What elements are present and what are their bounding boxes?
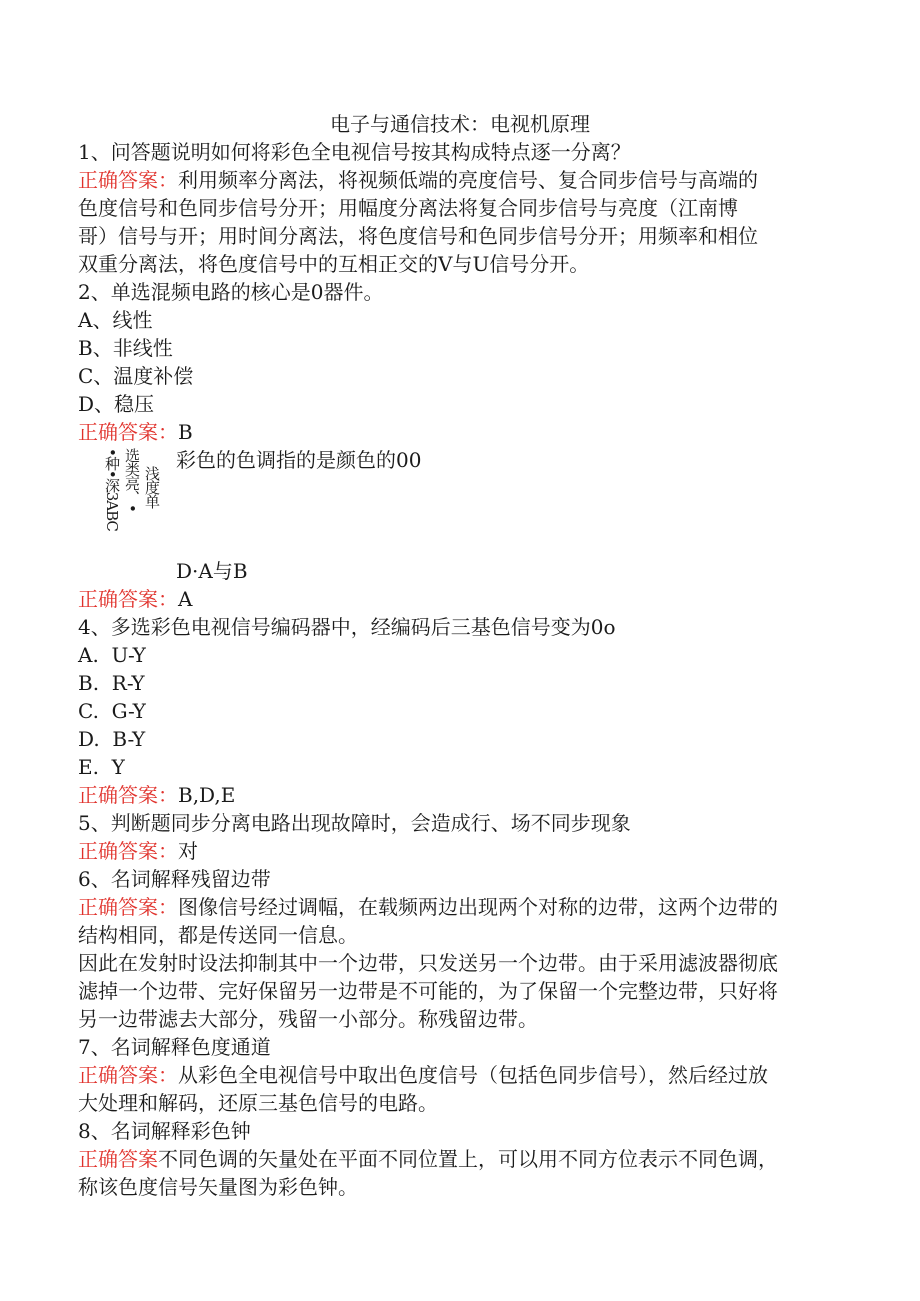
answer-8-line-1: 正确答案不同色调的矢量处在平面不同位置上，可以用不同方位表示不同色调， [78,1147,778,1171]
answer-1-line-1: 正确答案：利用频率分离法，将视频低端的亮度信号、复合同步信号与高端的 [78,168,758,192]
option-4-b: B. R-Y [78,671,145,695]
answer-label: 正确答案： [78,587,178,611]
answer-4: 正确答案：B,D,E [78,783,236,807]
question-8: 8、名词解释彩色钟 [78,1119,251,1143]
answer-8-line-2: 称该色度信号矢量图为彩色钟。 [78,1175,358,1199]
answer-label: 正确答案： [78,839,178,863]
question-2: 2、单选混频电路的核心是0器件。 [78,280,384,304]
question-3: 彩色的色调指的是颜色的00 [176,448,422,472]
option-2-d: D、稳压 [78,392,155,416]
page-title: 电子与通信技术：电视机原理 [330,112,590,136]
answer-6-line-2: 结构相同，都是传送同一信息。 [78,923,358,947]
answer-2: 正确答案：B [78,420,193,444]
q3-side-text-1: •种•深3ABC [103,448,121,531]
option-2-a: A、线性 [78,308,153,332]
answer-6-line-1: 正确答案：图像信号经过调幅，在载频两边出现两个对称的边带，这两个边带的 [78,895,778,919]
question-4: 4、多选彩色电视信号编码器中，经编码后三基色信号变为0o [78,615,616,639]
answer-label: 正确答案： [78,168,178,192]
answer-6-line-4: 滤掉一个边带、完好保留另一边带是不可能的，为了保留一个完整边带，只好将 [78,979,778,1003]
question-7: 7、名词解释色度通道 [78,1035,271,1059]
answer-7-line-1: 正确答案：从彩色全电视信号中取出色度信号（包括色同步信号），然后经过放 [78,1063,768,1087]
q3-side-text-2: 选类亮、• [123,448,141,512]
question-5: 5、判断题同步分离电路出现故障时，会造成行、场不同步现象 [78,811,631,835]
question-6: 6、名词解释残留边带 [78,867,271,891]
option-4-a: A. U-Y [78,643,146,667]
answer-5: 正确答案：对 [78,839,198,863]
answer-label: 正确答案： [78,783,178,807]
answer-3: 正确答案：A [78,587,193,611]
answer-1-line-3: 哥）信号与开；用时间分离法，将色度信号和色同步信号分开；用频率和相位 [78,224,758,248]
answer-1-line-4: 双重分离法，将色度信号中的互相正交的V与U信号分开。 [78,252,590,276]
option-2-c: C、温度补偿 [78,364,194,388]
option-3-d: D·A与B [176,559,248,583]
option-4-e: E. Y [78,755,125,779]
answer-6-line-3: 因此在发射时设法抑制其中一个边带，只发送另一个边带。由于采用滤波器彻底 [78,951,778,975]
question-1: 1、问答题说明如何将彩色全电视信号按其构成特点逐一分离？ [78,140,631,164]
answer-7-line-2: 大处理和解码，还原三基色信号的电路。 [78,1091,438,1115]
answer-6-line-5: 另一边带滤去大部分，残留一小部分。称残留边带。 [78,1007,538,1031]
answer-label: 正确答案： [78,420,178,444]
answer-label: 正确答案 [78,1147,158,1171]
q3-side-text-3: 浅度单 [143,466,161,508]
option-2-b: B、非线性 [78,336,173,360]
answer-1-line-2: 色度信号和色同步信号分开；用幅度分离法将复合同步信号与亮度（江南博 [78,196,738,220]
answer-label: 正确答案： [78,895,178,919]
option-4-c: C. G-Y [78,699,146,723]
answer-label: 正确答案： [78,1063,178,1087]
option-4-d: D. B-Y [78,727,146,751]
